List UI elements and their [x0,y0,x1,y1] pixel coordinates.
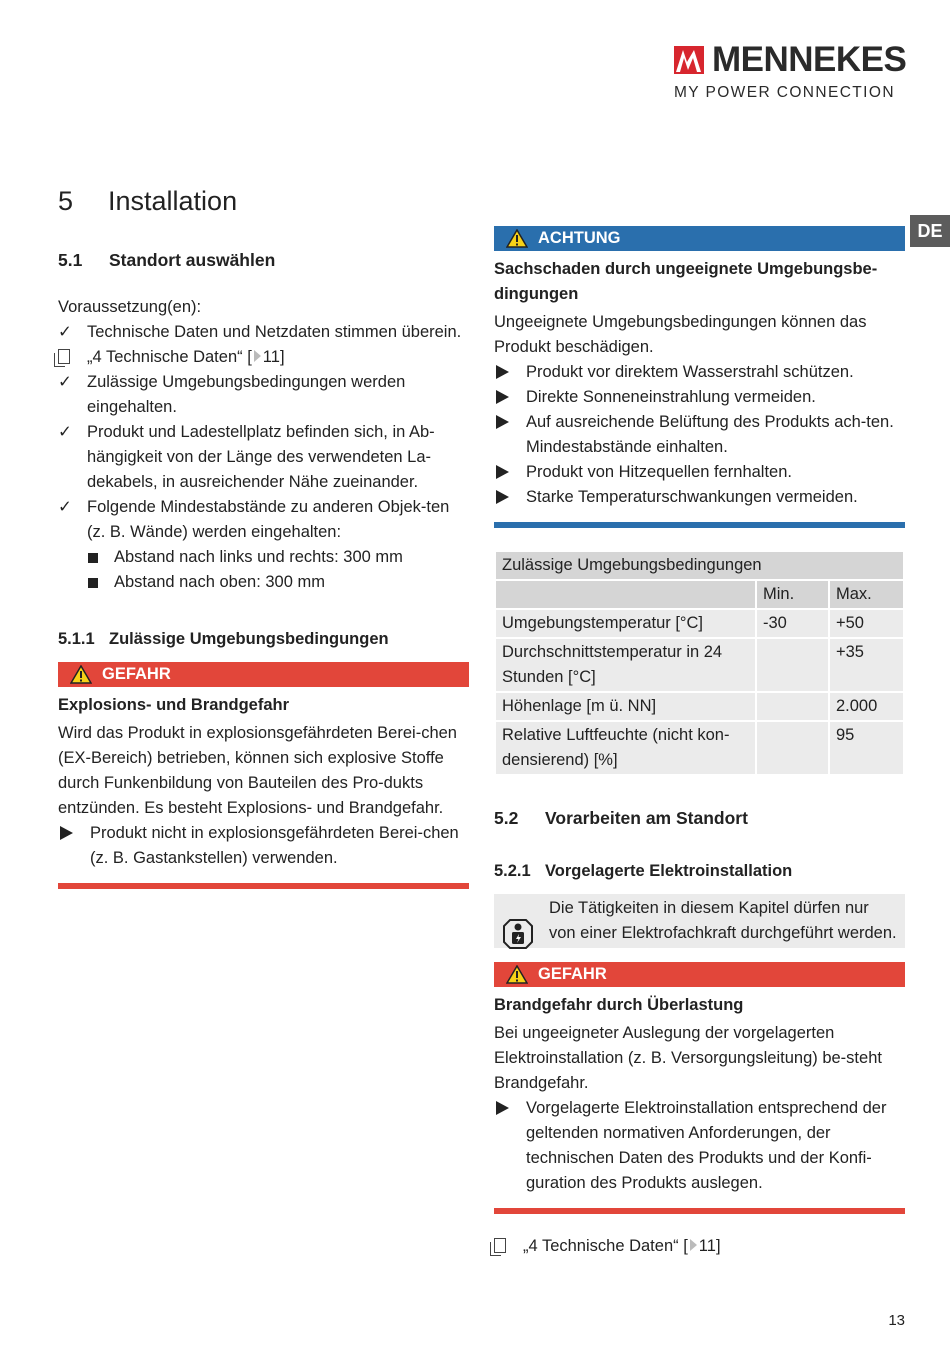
notice-banner [494,226,905,251]
table-header-empty [495,580,756,609]
page-arrow-icon [690,1239,697,1251]
hazard-heading: Brandgefahr durch Überlastung [494,996,744,1014]
prereq-reference-item [58,345,469,370]
action-arrow-icon [496,415,509,429]
hazard-text: Wird das Produkt in explosionsgefährdeten Berei-chen (EX-Bereich) betrieben, können sich explosive Stoffe durch Funkenbildung von Bauteilen des Pro-dukts entzünden. Es besteht Explosions- und Brandgefahr. [58,724,457,817]
table-cell-max: 2.000 [829,692,904,721]
action-text: Auf ausreichende Belüftung des Produkts ach-ten. Mindestabstände einhalten. [526,413,894,456]
check-icon: ✓ [58,323,72,341]
danger-banner [494,962,905,987]
action-text: Vorgelagerte Elektroinstallation entsprechend der geltenden normativen Anforderungen, der technischen Daten des Produkts und der Konfi-guration des Produkts auslegen. [526,1099,887,1192]
action-text: Direkte Sonneneinstrahlung vermeiden. [526,388,816,406]
table-cell-label: Durchschnittstemperatur in 24 Stunden [°C] [495,638,756,692]
action-arrow-icon [496,465,509,479]
reference-page: 11 [262,348,280,366]
left-column [58,248,469,889]
section-number: 5.1 [58,250,83,270]
reference-item [494,1234,905,1259]
prereq-text: Folgende Mindestabstände zu anderen Objek-ten (z. B. Wände) werden eingehalten: [87,498,450,541]
prereq-text: Produkt und Ladestellplatz befinden sich, in Ab-hängigkeit von der Länge des verwendeten La-dekabels, in ausreichender Nähe zueinander. [87,423,435,491]
action-item [58,821,469,871]
action-item [494,360,905,385]
table-cell-min [756,692,829,721]
table-title-row [495,551,904,580]
action-item [494,385,905,410]
table-header-max: Max. [829,580,904,609]
mennekes-logo-mark-icon [674,46,704,74]
reference-link[interactable] [523,1237,721,1255]
qualification-note [494,894,905,948]
section-heading-5-2 [494,806,905,831]
table-cell-min: -30 [756,609,829,638]
section-title: Zulässige Umgebungsbedingungen [109,630,389,648]
table-row [495,721,904,775]
reference-icon [494,1234,514,1259]
electrician-icon [501,917,535,951]
banner-label: ACHTUNG [538,229,621,247]
right-column [494,226,905,1259]
danger-banner [58,662,469,687]
check-icon: ✓ [58,498,72,516]
action-arrow-icon [496,1101,509,1115]
square-bullet-icon [88,578,98,588]
language-tab: DE [910,215,950,247]
brand-tagline: MY POWER CONNECTION [674,84,895,101]
section-number: 5.1.1 [58,630,95,648]
action-arrow-icon [496,365,509,379]
action-item [494,485,905,510]
section-title: Vorgelagerte Elektroinstallation [545,862,793,880]
reference-text: „4 Technische Daten“ [ [523,1237,688,1255]
danger-end-rule [58,883,469,889]
prerequisites-label: Voraussetzung(en): [58,298,202,316]
banner-label: GEFAHR [538,965,607,983]
danger-end-rule [494,1208,905,1214]
table-cell-max: 95 [829,721,904,775]
section-number: 5.2 [494,808,519,828]
table-title: Zulässige Umgebungsbedingungen [495,551,904,580]
table-cell-label: Umgebungstemperatur [°C] [495,609,756,638]
table-cell-max: +35 [829,638,904,692]
table-row [495,638,904,692]
section-title: Standort auswählen [109,250,276,270]
reference-bracket: ] [279,348,285,366]
check-icon: ✓ [58,423,72,441]
table-header-row [495,580,904,609]
banner-label: GEFAHR [102,665,171,683]
prereq-item [58,420,469,495]
reference-page: 11 [698,1237,716,1255]
notice-text: Ungeeignete Umgebungsbedingungen können das Produkt beschädigen. [494,313,867,356]
page-number: 13 [888,1312,905,1329]
action-item [494,410,905,460]
distance-text: Abstand nach links und rechts: 300 mm [114,548,403,566]
section-number: 5.2.1 [494,862,531,880]
action-arrow-icon [496,490,509,504]
reference-text: „4 Technische Daten“ [ [87,348,252,366]
table-row [495,692,904,721]
hazard-text: Bei ungeeigneter Auslegung der vorgelagerten Elektroinstallation (z. B. Versorgungsleitung) be-steht Brandgefahr. [494,1024,882,1092]
reference-link[interactable] [87,348,285,366]
warning-triangle-icon [506,229,528,248]
warning-triangle-icon [506,965,528,984]
table-row [495,609,904,638]
square-bullet-icon [88,553,98,563]
action-text: Produkt vor direktem Wasserstrahl schützen. [526,363,854,381]
action-arrow-icon [60,826,73,840]
table-cell-min [756,638,829,692]
reference-bracket: ] [715,1237,721,1255]
distance-item [58,545,469,570]
hazard-heading: Explosions- und Brandgefahr [58,696,290,714]
prereq-text: Zulässige Umgebungsbedingungen werden eingehalten. [87,373,406,416]
section-heading-5-2-1 [494,859,905,884]
section-heading-5-1-1 [58,627,469,652]
prereq-text: Technische Daten und Netzdaten stimmen überein. [87,323,462,341]
mennekes-logo [674,40,907,104]
check-icon: ✓ [58,373,72,391]
action-text: Starke Temperaturschwankungen vermeiden. [526,488,858,506]
action-text: Produkt nicht in explosionsgefährdeten Berei-chen (z. B. Gastankstellen) verwenden. [90,824,459,867]
prereq-item [58,495,469,545]
distance-text: Abstand nach oben: 300 mm [114,573,325,591]
notice-heading: Sachschaden durch ungeeignete Umgebungsbe-dingungen [494,260,878,303]
action-arrow-icon [496,390,509,404]
chapter-title [58,186,237,217]
prereq-item [58,320,469,345]
reference-icon [58,345,78,370]
table-cell-label: Höhenlage [m ü. NN] [495,692,756,721]
environment-table [494,550,905,776]
action-item [494,1096,905,1196]
action-item [494,460,905,485]
page-arrow-icon [254,350,261,362]
section-heading-5-1 [58,248,469,273]
table-cell-max: +50 [829,609,904,638]
chapter-title-text: Installation [108,186,238,216]
chapter-number: 5 [58,186,74,216]
brand-name: MENNEKES [712,40,907,79]
notice-end-rule [494,522,905,528]
prereq-item [58,370,469,420]
action-text: Produkt von Hitzequellen fernhalten. [526,463,792,481]
table-header-min: Min. [756,580,829,609]
warning-triangle-icon [70,665,92,684]
note-text: Die Tätigkeiten in diesem Kapitel dürfen nur von einer Elektrofachkraft durchgeführt werden. [549,899,897,942]
table-cell-min [756,721,829,775]
section-title: Vorarbeiten am Standort [545,808,748,828]
table-cell-label: Relative Luftfeuchte (nicht kon-densierend) [%] [495,721,756,775]
distance-item [58,570,469,595]
